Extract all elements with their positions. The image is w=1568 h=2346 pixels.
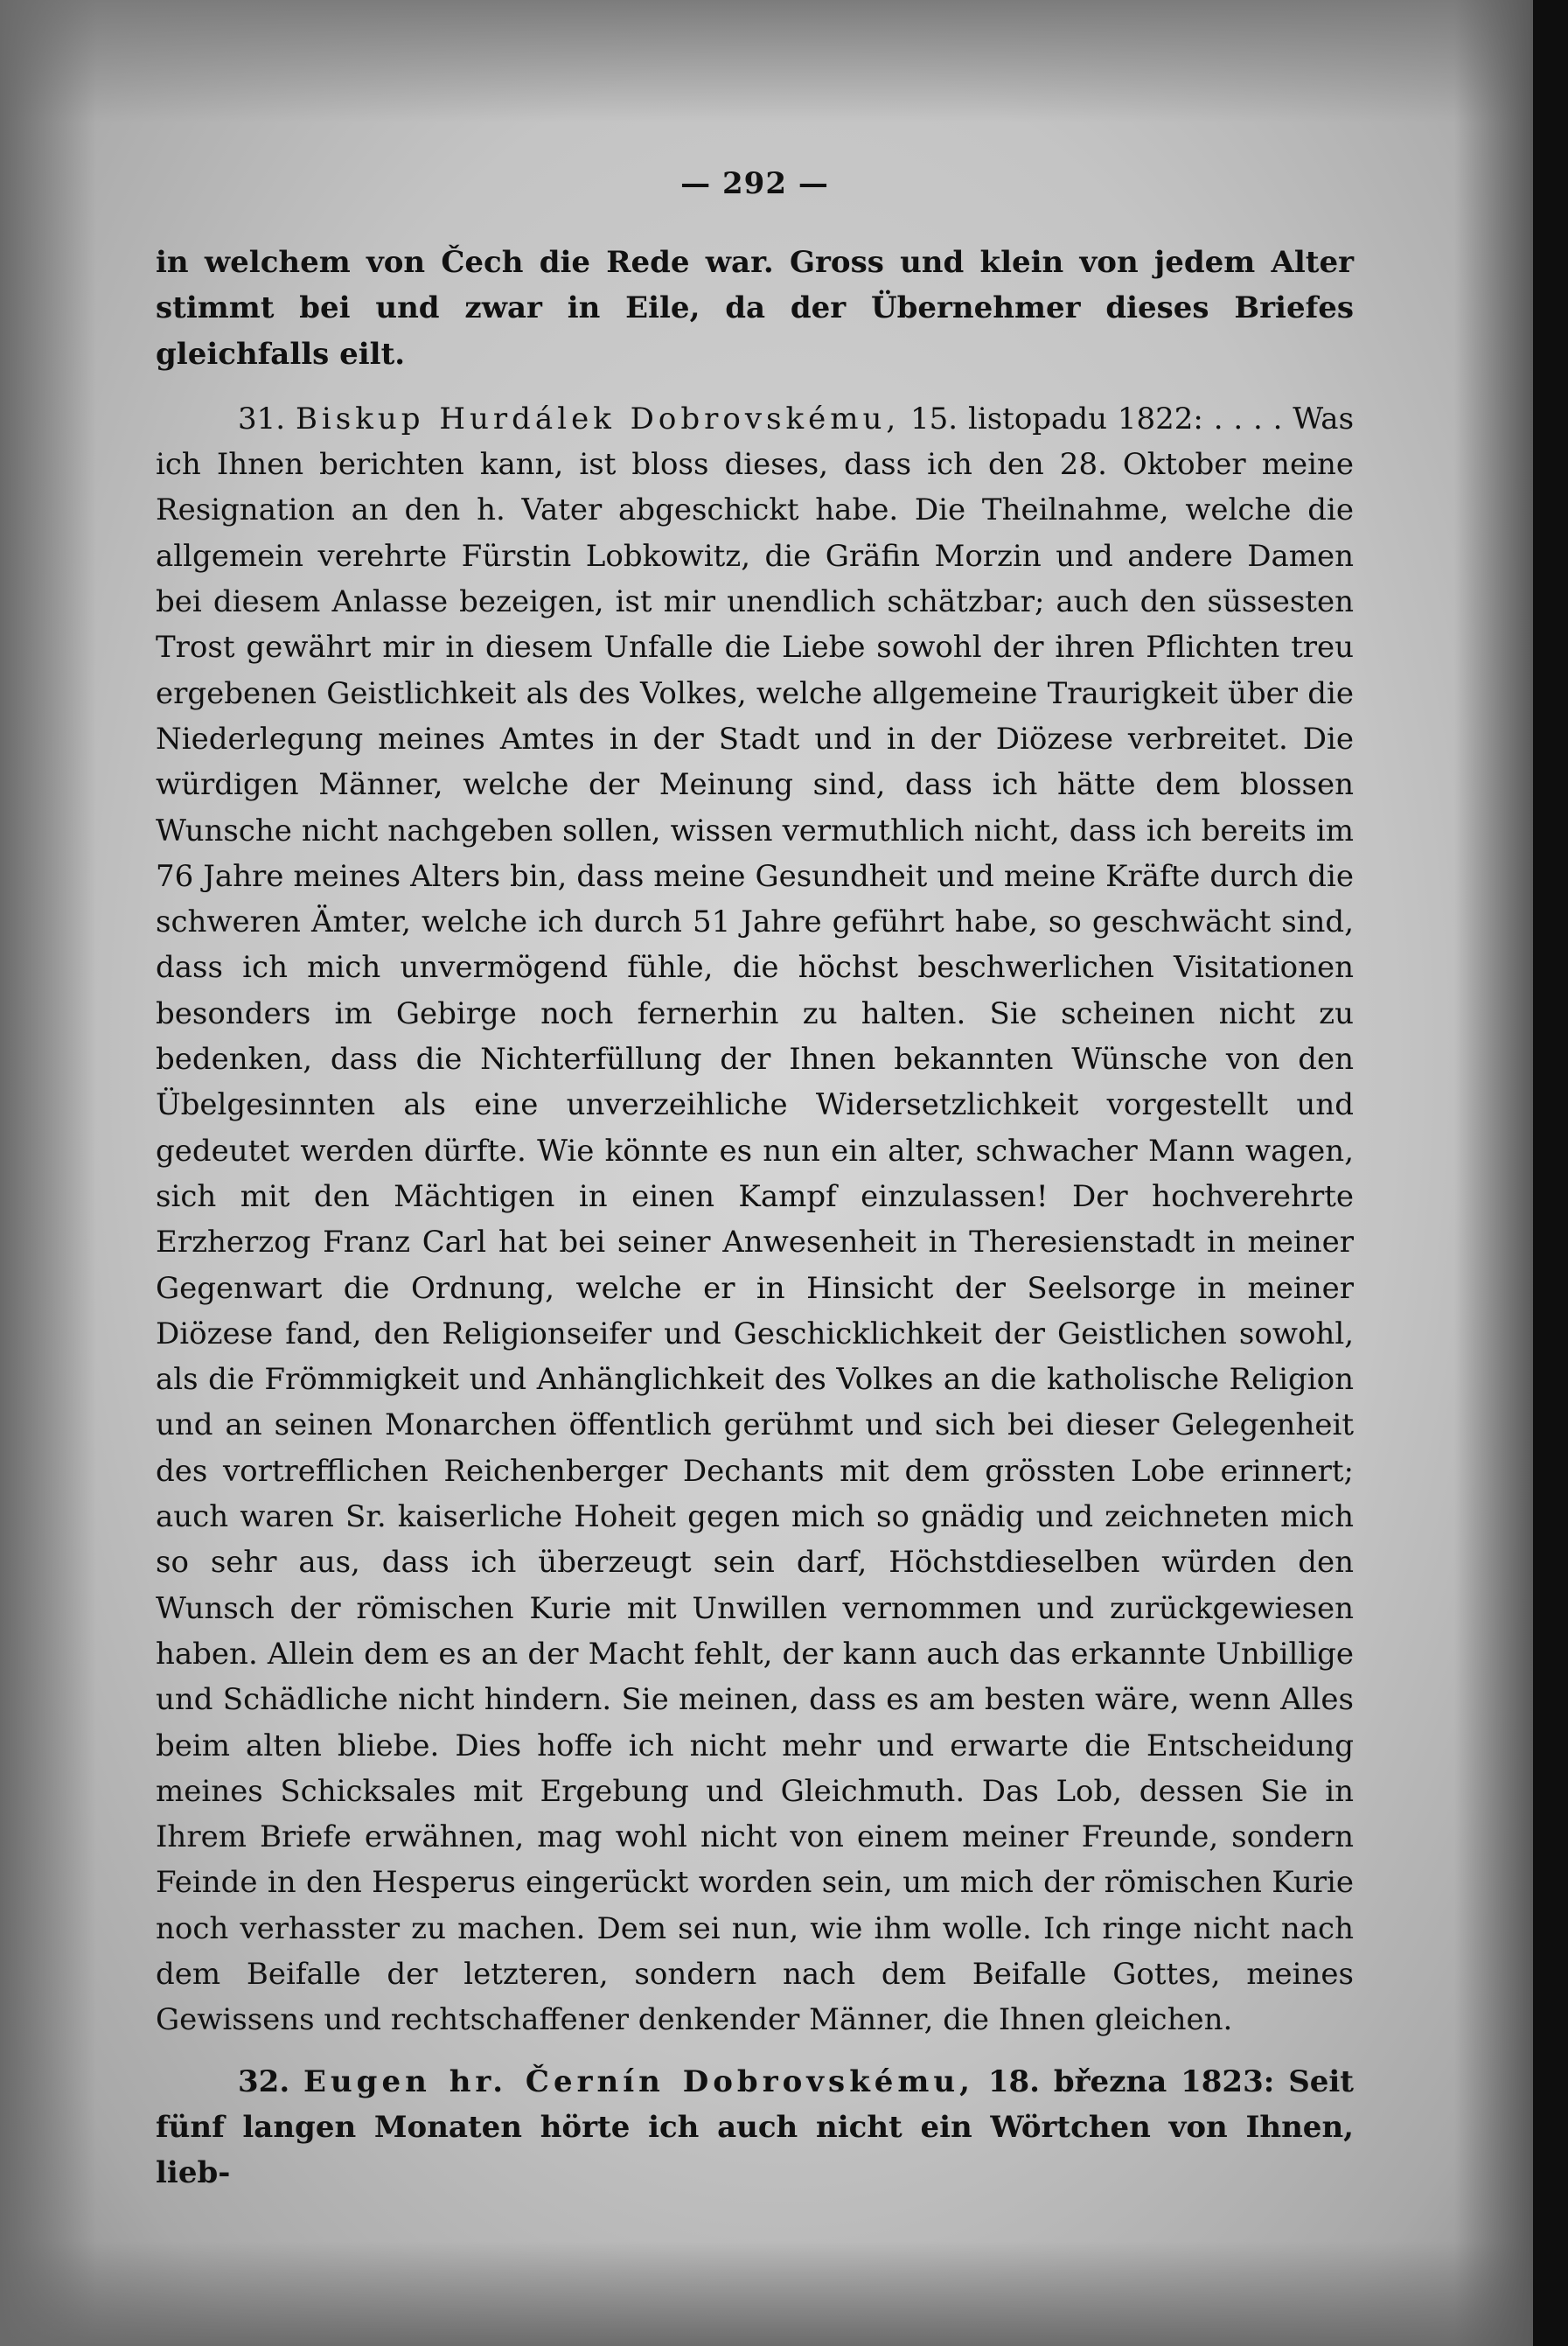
letter-31: [156, 396, 1354, 2043]
continuation-paragraph: in welchem von Čech die Rede war. Gross und klein von jedem Alter stimmt bei und zwar in Eile, da der Übernehmer dieses Briefes gleichfalls eilt.: [156, 245, 1354, 372]
paragraph-gap: [156, 2043, 1354, 2059]
letter-32-date: 18. března 1823:: [987, 2063, 1275, 2099]
letter-31-number: 31.: [238, 401, 286, 436]
letter-32: [156, 2059, 1354, 2196]
scan-shadow-right: [1454, 0, 1533, 2346]
page-body: [156, 166, 1354, 2196]
letter-31-date: 15. listopadu 1822:: [910, 401, 1203, 436]
scan-dark-border-right: [1533, 0, 1568, 2346]
paragraph-gap: [156, 377, 1354, 396]
scan-shadow-left: [0, 0, 96, 2346]
letter-31-body: . . . . Was ich Ihnen berichten kann, ist bloss dieses, dass ich den 28. Oktober meine Resignation an den h. Vater abgeschickt habe. Die Theilnahme, welche die allgemein verehrte Fürstin Lobkowitz, die Gräfin Morzin und andere Damen bei diesem Anlasse bezeigen, ist mir unendlich schätzbar; auch den süssesten Trost gewährt mir in diesem Unfalle die Liebe sowohl der ihren Pflichten treu ergebenen Geistlichkeit als des Volkes, welche allgemeine Traurigkeit über die Niederlegung meines Amtes in der Stadt und in der Diözese verbreitet. Die würdigen Männer, welche der Meinung sind, dass ich hätte dem blossen Wunsche nicht nachgeben sollen, wissen vermuthlich nicht, dass ich bereits im 76 Jahre meines Alters bin, dass meine Gesundheit und meine Kräfte durch die schweren Ämter, welche ich durch 51 Jahre geführt habe, so geschwächt sind, dass ich mich unvermögend fühle, die höchst beschwerlichen Visitationen besonders im Gebirge noch fernerhin zu halten. Sie scheinen nicht zu bedenken, dass die Nichterfüllung der Ihnen bekannten Wünsche von den Übelgesinnten als eine unverzeihliche Widersetzlichkeit vorgestellt und gedeutet werden dürfte. Wie könnte es nun ein alter, schwacher Mann wagen, sich mit den Mächtigen in einen Kampf einzulassen! Der hochverehrte Erzherzog Franz Carl hat bei seiner Anwesenheit in Theresienstadt in meiner Gegenwart die Ordnung, welche er in Hinsicht der Seelsorge in meiner Diözese fand, den Religionseifer und Geschicklichkeit der Geistlichen sowohl, als die Frömmigkeit und Anhänglichkeit des Volkes an die katholische Religion und an seinen Monarchen öffentlich gerühmt und sich bei dieser Gelegenheit des vortrefflichen Reichenberger Dechants mit dem grössten Lobe erinnert; auch waren Sr. kaiserliche Hoheit gegen mich so gnädig und zeichneten mich so sehr aus, dass ich überzeugt sein darf, Höchstdieselben würden den Wunsch der römischen Kurie mit Unwillen vernommen und zurückgewiesen haben. Allein dem es an der Macht fehlt, der kann auch das erkannte Unbillige und Schädliche nicht hindern. Sie meinen, dass es am besten wäre, wenn Alles beim alten bliebe. Dies hoffe ich nicht mehr und erwarte die Entscheidung meines Schicksales mit Ergebung und Gleichmuth. Das Lob, dessen Sie in Ihrem Briefe erwähnen, mag wohl nicht von einem meiner Freunde, sondern Feinde in den Hesperus eingerückt worden sein, um mich der römischen Kurie noch verhasster zu machen. Dem sei nun, wie ihm wolle. Ich ringe nicht nach dem Beifalle der letzteren, sondern nach dem Beifalle Gottes, meines Gewissens und rechtschaffener denkender Männer, die Ihnen gleichen.: [156, 401, 1355, 2038]
page-number: — 292 —: [680, 166, 829, 201]
scan-shadow-bottom: [0, 2241, 1568, 2346]
letter-31-sender-recipient: Biskup Hurdálek Dobrovskému,: [295, 401, 901, 436]
letter-32-sender-recipient: Eugen hr. Černín Dobrovskému,: [303, 2063, 974, 2099]
letter-32-body: Seit fünf langen Monaten hörte ich auch nicht ein Wörtchen von Ihnen, lieb-: [156, 2063, 1354, 2191]
scan-shadow-top: [0, 0, 1568, 122]
letter-32-number: 32.: [238, 2063, 290, 2099]
